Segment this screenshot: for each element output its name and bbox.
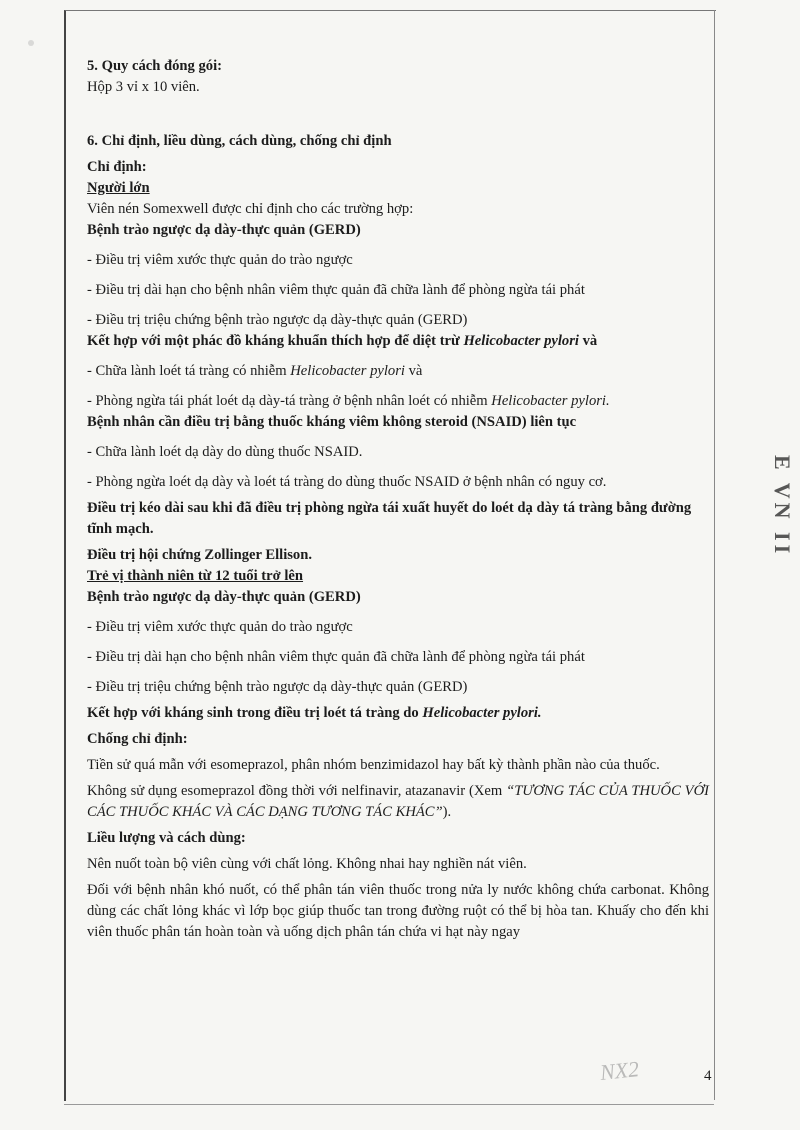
nsaid-bullet: - Phòng ngừa loét dạ dày và loét tá tràng do dùng thuốc NSAID ở bệnh nhân có nguy cơ. — [87, 474, 607, 490]
chi-dinh-label: Chỉ định: — [87, 159, 147, 175]
dose-label: Liều lượng và cách dùng: — [87, 830, 246, 846]
side-stamp: E VN II — [770, 455, 795, 558]
document-body — [87, 56, 709, 943]
gerd-bullet: - Điều trị triệu chứng bệnh trào ngược dạ dày-thực quản (GERD) — [87, 312, 468, 328]
hp-bullet: - Phòng ngừa tái phát loét dạ dày-tá tràng ở bệnh nhân loét có nhiễm Helicobacter pylori. — [87, 393, 610, 409]
nsaid-heading: Bệnh nhân cần điều trị bằng thuốc kháng viêm không steroid (NSAID) liên tục — [87, 414, 577, 430]
intro-text: Viên nén Somexwell được chỉ định cho các trường hợp: — [87, 201, 414, 217]
gerd-heading: Bệnh trào ngược dạ dày-thực quản (GERD) — [87, 222, 361, 238]
zollinger-heading: Điều trị hội chứng Zollinger Ellison. — [87, 547, 312, 563]
teen-gerd-bullet: - Điều trị viêm xước thực quản do trào ngược — [87, 619, 353, 635]
contra-paragraph: Tiền sử quá mẫn với esomeprazol, phân nhóm benzimidazol hay bất kỳ thành phần nào của thuốc. — [87, 757, 660, 773]
teen-gerd-bullet: - Điều trị dài hạn cho bệnh nhân viêm thực quản đã chữa lành để phòng ngừa tái phát — [87, 649, 585, 665]
teen-gerd-bullet: - Điều trị triệu chứng bệnh trào ngược dạ dày-thực quản (GERD) — [87, 679, 468, 695]
contra-label: Chống chỉ định: — [87, 731, 188, 747]
page-bottom-line — [64, 1104, 714, 1105]
section5-text: Hộp 3 vỉ x 10 viên. — [87, 79, 200, 95]
rebleed-heading: Điều trị kéo dài sau khi đã điều trị phòng ngừa tái xuất huyết do loét dạ dày tá tràng bằng đường tĩnh mạch. — [87, 500, 692, 537]
hp-heading: Kết hợp với một phác đồ kháng khuẩn thích hợp để diệt trừ Helicobacter pylori và — [87, 333, 598, 349]
page-border-right — [714, 10, 715, 1100]
scan-artifact — [28, 40, 34, 46]
section5-heading: 5. Quy cách đóng gói: — [87, 58, 223, 74]
gerd-bullet: - Điều trị dài hạn cho bệnh nhân viêm thực quản đã chữa lành để phòng ngừa tái phát — [87, 282, 585, 298]
teen-hp-heading: Kết hợp với kháng sinh trong điều trị loét tá tràng do Helicobacter pylori. — [87, 705, 542, 721]
nguoi-lon-label: Người lớn — [87, 180, 150, 196]
page-number: 4 — [704, 1068, 712, 1084]
nsaid-bullet: - Chữa lành loét dạ dày do dùng thuốc NSAID. — [87, 444, 363, 460]
dose-paragraph: Đối với bệnh nhân khó nuốt, có thể phân tán viên thuốc trong nửa ly nước không chứa carbonat. Không dùng các chất lỏng khác vì lớp bọc giúp thuốc tan trong đường ruột có thể bị hòa tan. Khuấy cho đến khi viên thuốc phân tán hoàn toàn và uống dịch phân tán chứa vi hạt này ngay — [87, 882, 709, 940]
dose-paragraph: Nên nuốt toàn bộ viên cùng với chất lỏng. Không nhai hay nghiền nát viên. — [87, 856, 527, 872]
contra-paragraph: Không sử dụng esomeprazol đồng thời với nelfinavir, atazanavir (Xem “TƯƠNG TÁC CỦA THUỐC VỚI CÁC THUỐC KHÁC VÀ CÁC DẠNG TƯƠNG TÁC KHÁC”). — [87, 783, 709, 820]
gerd-bullet: - Điều trị viêm xước thực quản do trào ngược — [87, 252, 353, 268]
hp-bullet: - Chữa lành loét tá tràng có nhiễm Helicobacter pylori và — [87, 363, 423, 379]
teen-label: Trẻ vị thành niên từ 12 tuổi trở lên — [87, 568, 304, 584]
signature-mark: NX2 — [598, 1056, 641, 1085]
teen-gerd-heading: Bệnh trào ngược dạ dày-thực quản (GERD) — [87, 589, 361, 605]
section6-heading: 6. Chỉ định, liều dùng, cách dùng, chống chỉ định — [87, 133, 392, 149]
